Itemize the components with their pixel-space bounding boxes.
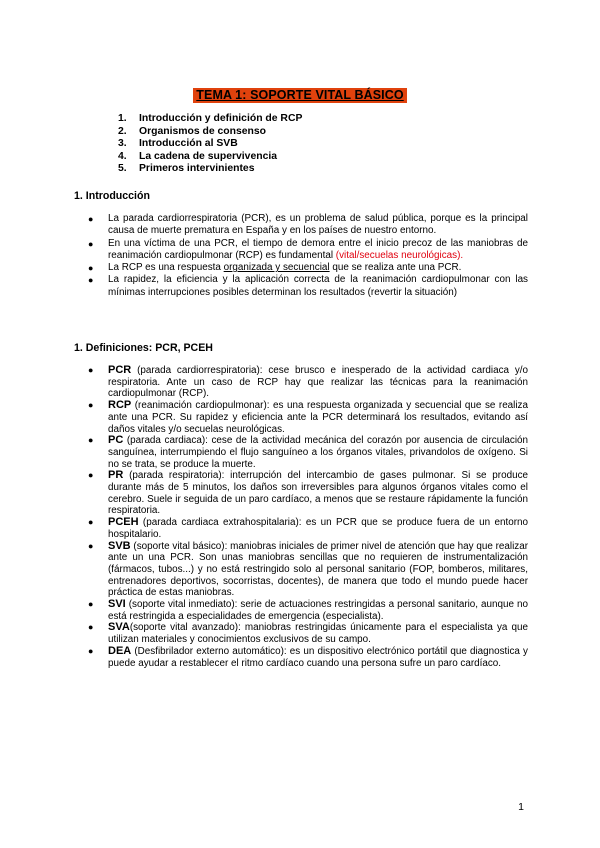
toc-item — [118, 163, 302, 176]
definition-item — [88, 470, 528, 517]
page-title: TEMA 1: SOPORTE VITAL BÁSICO — [193, 88, 406, 103]
definition-item — [88, 400, 528, 435]
definition-term: PCEH — [108, 516, 139, 529]
bullet-icon: ● — [88, 400, 94, 411]
toc-label: Introducción al SVB — [139, 138, 238, 150]
bullet-icon: ● — [88, 238, 94, 249]
bullet-text: La rapidez, la eficiencia y la aplicación correcta de la reanimación cardiopulmonar con las mínimas interrupciones posibles determinan los resultados (revertir la situación) — [108, 274, 528, 298]
definition-term: DEA — [108, 644, 132, 657]
definition-text: (parada respiratoria): interrupción del intercambio de gases pulmonar. Si se produce durante más de 5 minutos, los daños son irreversibles para algunos órganos vitales como el cerebro. Suele ir seguida de un paro cardíaco, a menos que se restaure rápidamente la función respiratoria. — [108, 470, 528, 517]
definition-term: SVI — [108, 598, 126, 611]
definition-item — [88, 646, 528, 669]
bullet-icon: ● — [88, 540, 94, 551]
definition-item — [88, 517, 528, 540]
section-heading-definiciones: 1. Definiciones: PCR, PCEH — [74, 342, 213, 354]
definition-item — [88, 599, 528, 622]
definition-text: (reanimación cardiopulmonar): es una respuesta organizada y secuencial que se realiza ante una PCR. Su rapidez y eficiencia ante la PCR determinará los resultados, evitando así daños vitales y/o secuelas neurológicas. — [108, 400, 528, 435]
definition-text: (soporte vital básico): maniobras iniciales de primer nivel de atención que hay que realizar ante un una PCR. Son unas maniobras sencillas que no requieren de instrumentalización (fármacos, tubos...) y no está restringido solo al personal sanitario (FOP, bomberos, militares, entrenadores deportivos, socorristas, docentes), de manera que todo el mundo puede hacer práctica de estas maniobras. — [108, 540, 528, 599]
definition-term: SVB — [108, 539, 131, 552]
definition-term: RCP — [108, 399, 132, 412]
toc-item — [118, 113, 302, 126]
definition-text: (soporte vital inmediato): serie de actuaciones restringidas a personal sanitario, aunque no está restringida a especialidades de emergencia (especialista). — [108, 599, 528, 622]
bullet-icon: ● — [88, 622, 94, 633]
list-item — [88, 262, 528, 274]
list-item — [88, 238, 528, 263]
bullet-icon: ● — [88, 599, 94, 610]
definition-item — [88, 622, 528, 645]
definition-text: (parada cardiorrespiratoria): cese brusco e inesperado de la actividad cardiaca y/o respiratoria. Ante un caso de RCP hay que realizar las técnicas para la reanimación cardiopulmonar (RCP). — [108, 365, 528, 400]
bullet-icon: ● — [88, 435, 94, 446]
toc-num: 2. — [118, 125, 127, 137]
table-of-contents — [118, 113, 302, 176]
toc-label: La cadena de supervivencia — [139, 150, 278, 162]
toc-num: 5. — [118, 163, 127, 175]
page-number: 1 — [518, 801, 524, 813]
toc-item — [118, 126, 302, 139]
definition-text: (parada cardiaca): cese de la actividad mecánica del corazón por ausencia de circulación sanguínea, interrumpiendo el flujo sanguíneo a los órganos vitales, privandolos de oxígeno. Si no se trata, se produce la muerte. — [108, 435, 528, 470]
definition-text: (parada cardiaca extrahospitalaria): es un PCR que se produce fuera de un entorno hospitalario. — [108, 517, 528, 540]
bullet-icon: ● — [88, 517, 94, 528]
bullet-icon: ● — [88, 470, 94, 481]
highlight-text: (vital/secuelas neurológicas). — [335, 249, 464, 261]
list-item — [88, 213, 528, 238]
toc-item — [118, 138, 302, 151]
bullet-text: La parada cardiorrespiratoria (PCR), es un problema de salud pública, porque es la principal causa de muerte prematura en España y en los países de nuestro entorno. — [108, 213, 528, 237]
definition-term: PCR — [108, 364, 132, 376]
toc-label: Organismos de consenso — [139, 125, 267, 137]
definition-term: PC — [108, 434, 124, 447]
title-wrap — [0, 86, 600, 104]
underlined-text: organizada y secuencial — [223, 262, 330, 274]
definitions-list — [88, 365, 528, 669]
bullet-icon: ● — [88, 645, 94, 656]
toc-num: 4. — [118, 150, 127, 162]
bullet-text: En una víctima de una PCR, el tiempo de demora entre el inicio precoz de las maniobras de reanimación cardiopulmonar (RCP) es fundamental — [108, 237, 528, 261]
bullet-text: La RCP es una respuesta — [108, 262, 224, 274]
toc-num: 3. — [118, 138, 127, 150]
definition-term: SVA — [108, 621, 130, 634]
definition-term: PR — [108, 469, 124, 482]
bullet-icon: ● — [88, 365, 94, 375]
bullet-icon: ● — [88, 263, 94, 274]
definition-item — [88, 435, 528, 470]
list-item — [88, 274, 528, 299]
definition-item — [88, 365, 528, 400]
bullet-text: que se realiza ante una PCR. — [329, 262, 462, 274]
definition-text: (Desfibrilador externo automático): es un dispositivo electrónico portátil que diagnostica y puede ayudar a restablecer el ritmo cardíaco cuando una persona sufre un paro cardíaco. — [108, 645, 528, 669]
toc-label: Introducción y definición de RCP — [139, 113, 303, 124]
toc-item — [118, 151, 302, 164]
toc-num: 1. — [118, 113, 127, 124]
definition-item — [88, 541, 528, 600]
bullet-icon: ● — [88, 275, 94, 286]
section-heading-introduccion: 1. Introducción — [74, 190, 150, 202]
definition-text: (soporte vital avanzado): maniobras restringidas únicamente para el especialista ya que utilizan materiales y conocimientos exclusivos de su campo. — [108, 622, 528, 646]
intro-bullet-list — [88, 213, 528, 299]
bullet-icon: ● — [88, 214, 94, 224]
toc-label: Primeros intervinientes — [139, 163, 255, 175]
